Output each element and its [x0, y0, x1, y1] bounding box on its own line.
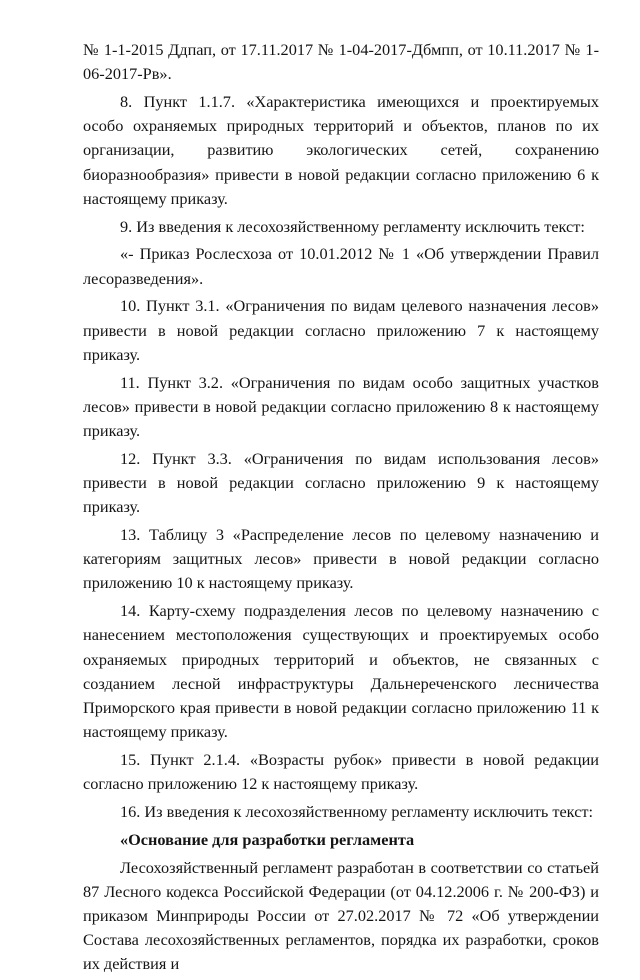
paragraph-basis: Лесохозяйственный регламент разработан в соответствии со статьей 87 Лесного кодекса Российской Федерации (от 04.12.2006 г. № 200-ФЗ) и приказом Минприроды России от 27.02.2017 № 72 «Об утверждении Состава лесохозяйственных регламентов, порядка их разработки, сроков их действия и	[83, 857, 599, 974]
document-body	[83, 38, 599, 980]
section-heading: «Основание для разработки регламента	[120, 829, 415, 849]
paragraph-item-13: 13. Таблицу 3 «Распределение лесов по целевому назначению и категориям защитных лесов» привести в новой редакции согласно приложению 10 к настоящему приказу.	[83, 525, 599, 593]
paragraph-item-9-quote: «- Приказ Рослесхоза от 10.01.2012 № 1 «Об утверждении Правил лесоразведения».	[83, 244, 599, 288]
paragraph-item-15: 15. Пункт 2.1.4. «Возрасты рубок» привести в новой редакции согласно приложению 12 к настоящему приказу.	[83, 750, 599, 794]
paragraph-item-14: 14. Карту-схему подразделения лесов по целевому назначению с нанесением местоположения существующих и проектируемых особо охраняемых природных территорий и объектов, не связанных с созданием лесной инфраструктуры Дальнереченского лесничества Приморского края привести в новой редакции согласно приложению 11 к настоящему приказу.	[83, 601, 599, 742]
paragraph-item-9: 9. Из введения к лесохозяйственному регламенту исключить текст:	[120, 216, 585, 236]
paragraph-item-8: 8. Пункт 1.1.7. «Характеристика имеющихся и проектируемых особо охраняемых природных территорий и объектов, планов по их организации, развитию экологических сетей, сохранению биоразнообразия» привести в новой редакции согласно приложению 6 к настоящему приказу.	[83, 92, 599, 208]
paragraph-item-16: 16. Из введения к лесохозяйственному регламенту исключить текст:	[120, 802, 594, 822]
paragraph-item-11: 11. Пункт 3.2. «Ограничения по видам особо защитных участков лесов» привести в новой редакции согласно приложению 8 к настоящему приказу.	[83, 372, 599, 441]
paragraph-item-10: 10. Пункт 3.1. «Ограничения по видам целевого назначения лесов» привести в новой редакции согласно приложению 7 к настоящему приказу.	[83, 296, 599, 364]
paragraph-continuation: № 1-1-2015 Ддпап, от 17.11.2017 № 1-04-2017-Дбмпп, от 10.11.2017 № 1-06-2017-Рв».	[83, 40, 599, 84]
paragraph-item-12: 12. Пункт 3.3. «Ограничения по видам использования лесов» привести в новой редакции согласно приложению 9 к настоящему приказу.	[83, 448, 599, 517]
